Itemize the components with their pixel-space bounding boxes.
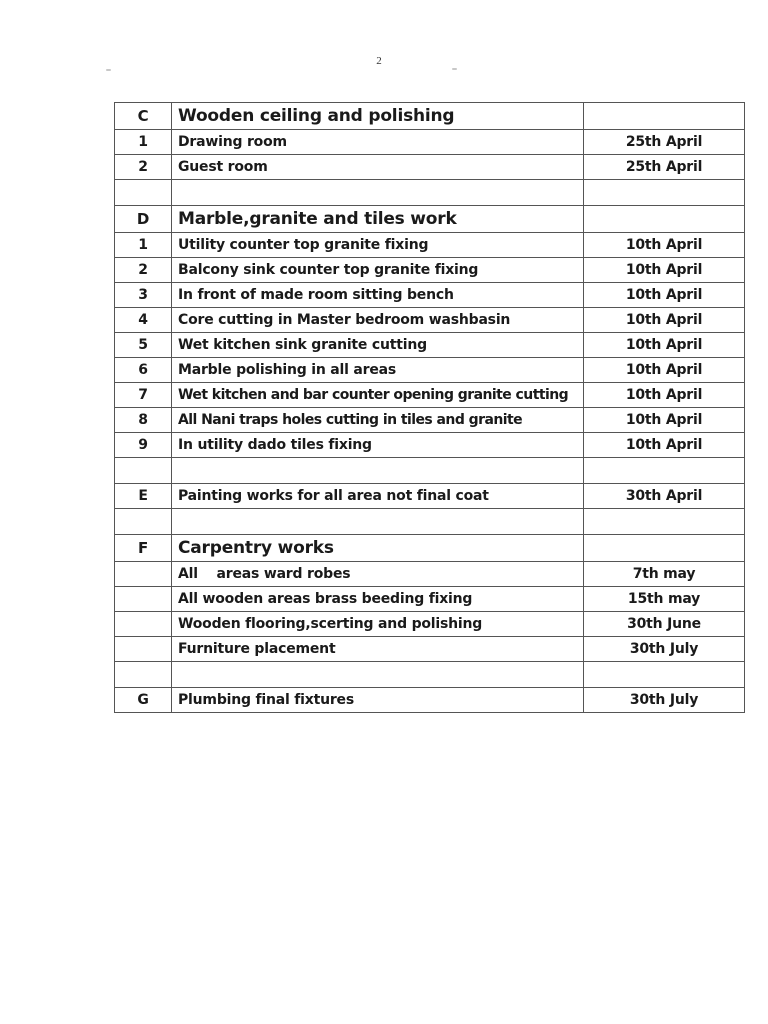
row-description: In front of made room sitting bench <box>172 283 584 308</box>
table-row <box>115 258 745 283</box>
row-date <box>584 662 745 688</box>
row-description: Wooden flooring,scerting and polishing <box>172 612 584 637</box>
row-id: 4 <box>115 308 172 333</box>
row-description: Utility counter top granite fixing <box>172 233 584 258</box>
row-date: 7th may <box>584 562 745 587</box>
row-id: 3 <box>115 283 172 308</box>
row-date: 15th may <box>584 587 745 612</box>
row-date: 30th July <box>584 637 745 662</box>
table-row <box>115 333 745 358</box>
table-row <box>115 637 745 662</box>
row-date: 10th April <box>584 358 745 383</box>
row-date: 10th April <box>584 333 745 358</box>
table-row <box>115 103 745 130</box>
row-date: 10th April <box>584 408 745 433</box>
row-id: G <box>115 688 172 713</box>
row-id: 7 <box>115 383 172 408</box>
row-description: Drawing room <box>172 130 584 155</box>
row-date: 30th July <box>584 688 745 713</box>
row-date: 25th April <box>584 155 745 180</box>
scan-speck <box>106 69 111 71</box>
row-id <box>115 180 172 206</box>
row-description: Guest room <box>172 155 584 180</box>
row-id: 6 <box>115 358 172 383</box>
table-row <box>115 612 745 637</box>
row-id <box>115 562 172 587</box>
row-date: 10th April <box>584 433 745 458</box>
row-date: 10th April <box>584 308 745 333</box>
row-date: 10th April <box>584 383 745 408</box>
row-id: 2 <box>115 155 172 180</box>
row-description: Marble polishing in all areas <box>172 358 584 383</box>
table-row <box>115 662 745 688</box>
row-description: All Nani traps holes cutting in tiles and granite <box>172 408 584 433</box>
schedule-table <box>114 102 745 713</box>
table-row <box>115 233 745 258</box>
row-id <box>115 458 172 484</box>
row-date: 30th June <box>584 612 745 637</box>
table-row <box>115 283 745 308</box>
table-row <box>115 688 745 713</box>
table-row <box>115 458 745 484</box>
table-row <box>115 562 745 587</box>
row-date <box>584 103 745 130</box>
row-description <box>172 180 584 206</box>
row-date: 10th April <box>584 233 745 258</box>
table-row <box>115 358 745 383</box>
table-row <box>115 509 745 535</box>
row-description <box>172 662 584 688</box>
table-row <box>115 130 745 155</box>
row-date <box>584 458 745 484</box>
row-description: In utility dado tiles fixing <box>172 433 584 458</box>
page-number: 2 <box>376 55 382 67</box>
row-id: C <box>115 103 172 130</box>
row-id: 1 <box>115 130 172 155</box>
row-id: E <box>115 484 172 509</box>
row-description: Wet kitchen and bar counter opening granite cutting <box>172 383 584 408</box>
row-id <box>115 662 172 688</box>
table-row <box>115 180 745 206</box>
row-date: 10th April <box>584 258 745 283</box>
row-description: Core cutting in Master bedroom washbasin <box>172 308 584 333</box>
row-description <box>172 458 584 484</box>
table-row <box>115 408 745 433</box>
row-id: F <box>115 535 172 562</box>
table-row <box>115 433 745 458</box>
row-description: Furniture placement <box>172 637 584 662</box>
row-id: 1 <box>115 233 172 258</box>
row-description: Painting works for all area not final coat <box>172 484 584 509</box>
table-row <box>115 484 745 509</box>
row-date <box>584 535 745 562</box>
table-row <box>115 535 745 562</box>
row-date: 30th April <box>584 484 745 509</box>
schedule-body <box>115 103 745 713</box>
row-id <box>115 587 172 612</box>
table-row <box>115 587 745 612</box>
table-row <box>115 206 745 233</box>
row-description: Wet kitchen sink granite cutting <box>172 333 584 358</box>
scan-speck <box>452 68 457 70</box>
row-description: Wooden ceiling and polishing <box>172 103 584 130</box>
row-date: 10th April <box>584 283 745 308</box>
row-description: Plumbing final fixtures <box>172 688 584 713</box>
row-id <box>115 509 172 535</box>
row-date <box>584 180 745 206</box>
row-id: 5 <box>115 333 172 358</box>
row-description: Carpentry works <box>172 535 584 562</box>
table-row <box>115 155 745 180</box>
row-id <box>115 612 172 637</box>
row-date: 25th April <box>584 130 745 155</box>
row-id: 8 <box>115 408 172 433</box>
row-description: All wooden areas brass beeding fixing <box>172 587 584 612</box>
row-date <box>584 206 745 233</box>
row-description: Marble,granite and tiles work <box>172 206 584 233</box>
row-date <box>584 509 745 535</box>
row-description: All areas ward robes <box>172 562 584 587</box>
row-id: 2 <box>115 258 172 283</box>
row-id: 9 <box>115 433 172 458</box>
row-id: D <box>115 206 172 233</box>
row-description <box>172 509 584 535</box>
table-row <box>115 308 745 333</box>
row-description: Balcony sink counter top granite fixing <box>172 258 584 283</box>
table-row <box>115 383 745 408</box>
row-id <box>115 637 172 662</box>
